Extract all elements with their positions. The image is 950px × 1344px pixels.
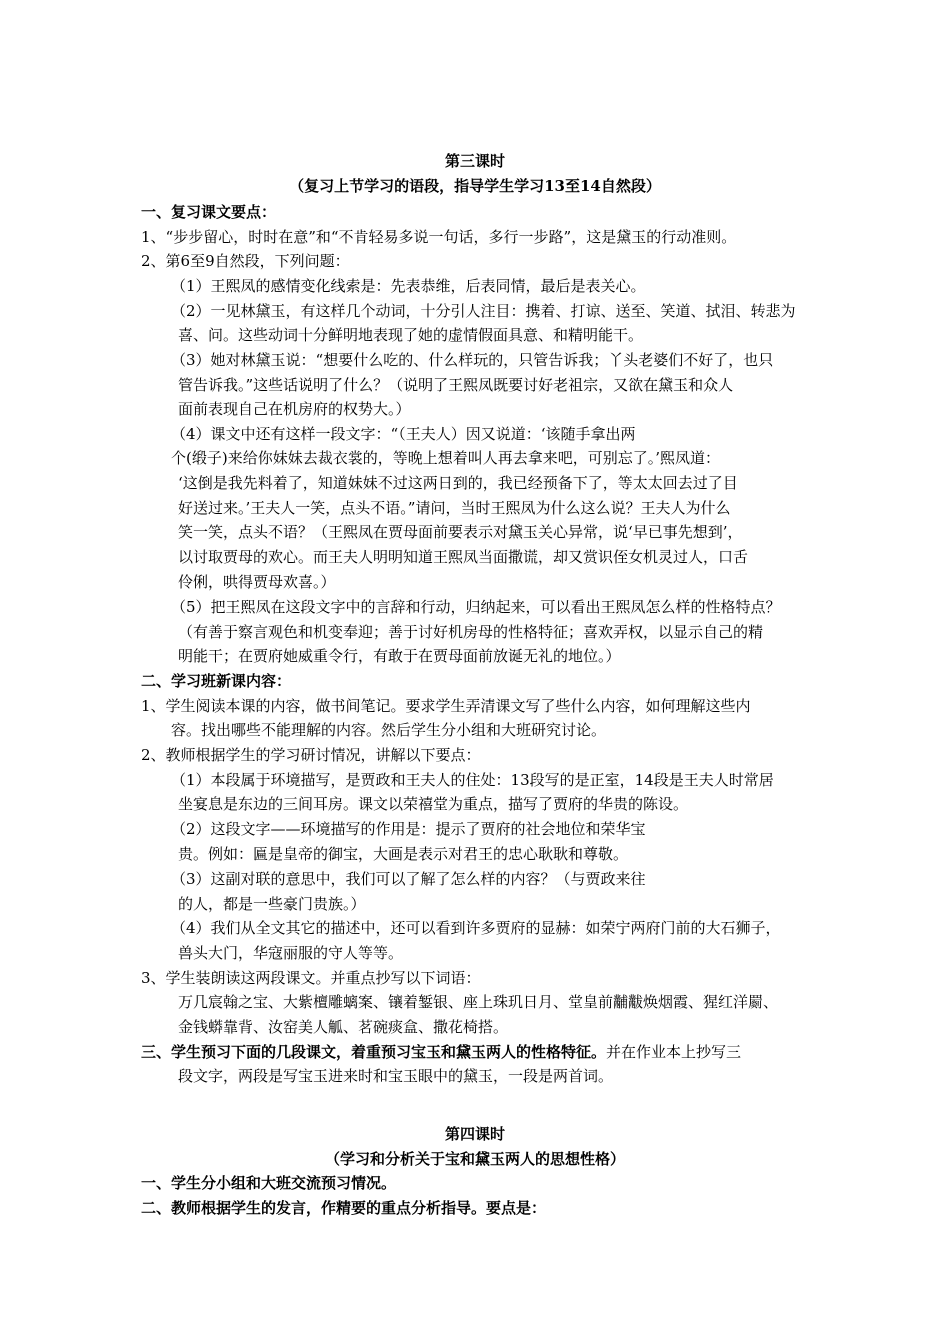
question-4-line-2: 个(缎子)来给你妹妹去裁衣裳的，等晚上想着叫人再去拿来吧，可别忘了。’熙凤道： [171, 449, 720, 467]
question-5-line-3: 明能干；在贾府她威重令行，有敢于在贾母面前放诞无礼的地位。） [178, 647, 621, 665]
section3-rest-text: 并在作业本上抄写三 [606, 1043, 742, 1061]
lesson4-title: 第四课时 [444, 1125, 505, 1143]
question-4-line-3: ‘这倒是我先料着了，知道妹妹不过这两日到的，我已经预备下了，等太太回去过了目 [178, 474, 738, 492]
question-4-line-6: 以讨取贾母的欢心。而王夫人明明知道王熙凤当面撒谎，却又赏识侄女机灵过人，口舌 [178, 548, 749, 566]
vocabulary-line-1: 万几宸翰之宝、大紫檀雕螭案、镶着錾银、座上珠玑日月、堂皇前黼黻焕烟霞、猩红洋罽、 [178, 993, 779, 1011]
question-3-line-1: （3）她对林黛玉说：“想要什么吃的、什么样玩的，只管告诉我；丫头老婆们不好了，也只 [171, 351, 774, 369]
section3-bold-text: 三、学生预习下面的几段课文，着重预习宝玉和黛玉两人的性格特征。 [141, 1043, 607, 1061]
question-2-line-2: 喜、问。这些动词十分鲜明地表现了她的虚情假面具意、和精明能干。 [178, 326, 644, 344]
section2-heading: 二、学习班新课内容： [141, 672, 292, 690]
section3-line-1 [141, 1041, 741, 1063]
paragraph-2: 2、第6至9自然段，下列问题： [141, 252, 350, 270]
section2-question-2-line-1: （2）这段文字——环境描写的作用是：提示了贾府的社会地位和荣华宝 [171, 820, 646, 838]
lesson4-subtitle: （学习和分析关于宝和黛玉两人的思想性格） [324, 1150, 625, 1168]
question-4-line-5: 笑一笑，点头不语？（王熙凤在贾母面前要表示对黛玉关心异常，说‘早已事先想到’， [178, 523, 743, 541]
section2-question-4-line-1: （4）我们从全文其它的描述中，还可以看到许多贾府的显赫：如荣宁两府门前的大石狮子， [171, 919, 781, 937]
question-4-line-1: （4）课文中还有这样一段文字：“（王夫人）因又说道：‘该随手拿出两 [171, 425, 636, 443]
question-3-line-2: 管告诉我。”这些话说明了什么？（说明了王熙凤既要讨好老祖宗，又欲在黛玉和众人 [178, 376, 734, 394]
section2-paragraph-2: 2、教师根据学生的学习研讨情况，讲解以下要点： [141, 746, 481, 764]
question-4-line-4: 好送过来。’王夫人一笑，点头不语。”请问，当时王熙凤为什么这么说？王夫人为什么 [178, 499, 731, 517]
section2-question-1-line-2: 坐宴息是东边的三间耳房。课文以荣禧堂为重点，描写了贾府的华贵的陈设。 [178, 795, 689, 813]
question-5-line-1: （5）把王熙凤在这段文字中的言辞和行动，归纳起来，可以看出王熙凤怎么样的性格特点？ [171, 598, 781, 616]
section2-question-1-line-1: （1）本段属于环境描写，是贾政和王夫人的住处：13段写的是正室，14段是王夫人时常居 [171, 771, 774, 789]
section3-line-2: 段文字，两段是写宝玉进来时和宝玉眼中的黛玉，一段是两首词。 [178, 1067, 614, 1085]
lesson3-title: 第三课时 [444, 152, 505, 170]
section1-heading: 一、复习课文要点： [141, 203, 277, 221]
section2-paragraph-1-line-2: 容。找出哪些不能理解的内容。然后学生分小组和大班研究讨论。 [171, 721, 607, 739]
vocabulary-line-2: 金钱蟒靠背、汝窑美人觚、茗碗痰盒、撒花椅搭。 [178, 1018, 509, 1036]
section2-question-3-line-2: 的人，都是一些豪门贵族。） [178, 895, 366, 913]
question-1: （1）王熙凤的感情变化线索是：先表恭维，后表同情，最后是表关心。 [171, 277, 646, 295]
question-2-line-1: （2）一见林黛玉，有这样几个动词，十分引人注目：携着、打谅、送至、笑道、拭泪、转悲为 [171, 302, 796, 320]
section2-question-2-line-2: 贵。例如：匾是皇帝的御宝，大画是表示对君王的忠心耿耿和尊敬。 [178, 845, 629, 863]
lesson4-item-1: 一、学生分小组和大班交流预习情况。 [141, 1174, 397, 1192]
paragraph-1: 1、“步步留心，时时在意”和“不肯轻易多说一句话，多行一步路”，这是黛玉的行动准则。 [141, 228, 737, 246]
section2-question-4-line-2: 兽头大门，华寇丽服的守人等等。 [178, 944, 404, 962]
lesson4-item-2: 二、教师根据学生的发言，作精要的重点分析指导。要点是： [141, 1199, 547, 1217]
section2-paragraph-3: 3、学生装朗读这两段课文。并重点抄写以下词语： [141, 969, 481, 987]
question-3-line-3: 面前表现自己在机房府的权势大。） [178, 400, 411, 418]
question-4-line-7: 伶俐，哄得贾母欢喜。） [178, 573, 336, 591]
question-5-line-2: （有善于察言观色和机变奉迎；善于讨好机房母的性格特征；喜欢弄权，以显示自己的精 [178, 623, 764, 641]
section2-question-3-line-1: （3）这副对联的意思中，我们可以了解了怎么样的内容？（与贾政来往 [171, 870, 646, 888]
section2-paragraph-1-line-1: 1、学生阅读本课的内容，做书间笔记。要求学生弄清课文写了些什么内容，如何理解这些内 [141, 697, 751, 715]
lesson3-subtitle: （复习上节学习的语段，指导学生学习13至14自然段） [289, 177, 661, 195]
